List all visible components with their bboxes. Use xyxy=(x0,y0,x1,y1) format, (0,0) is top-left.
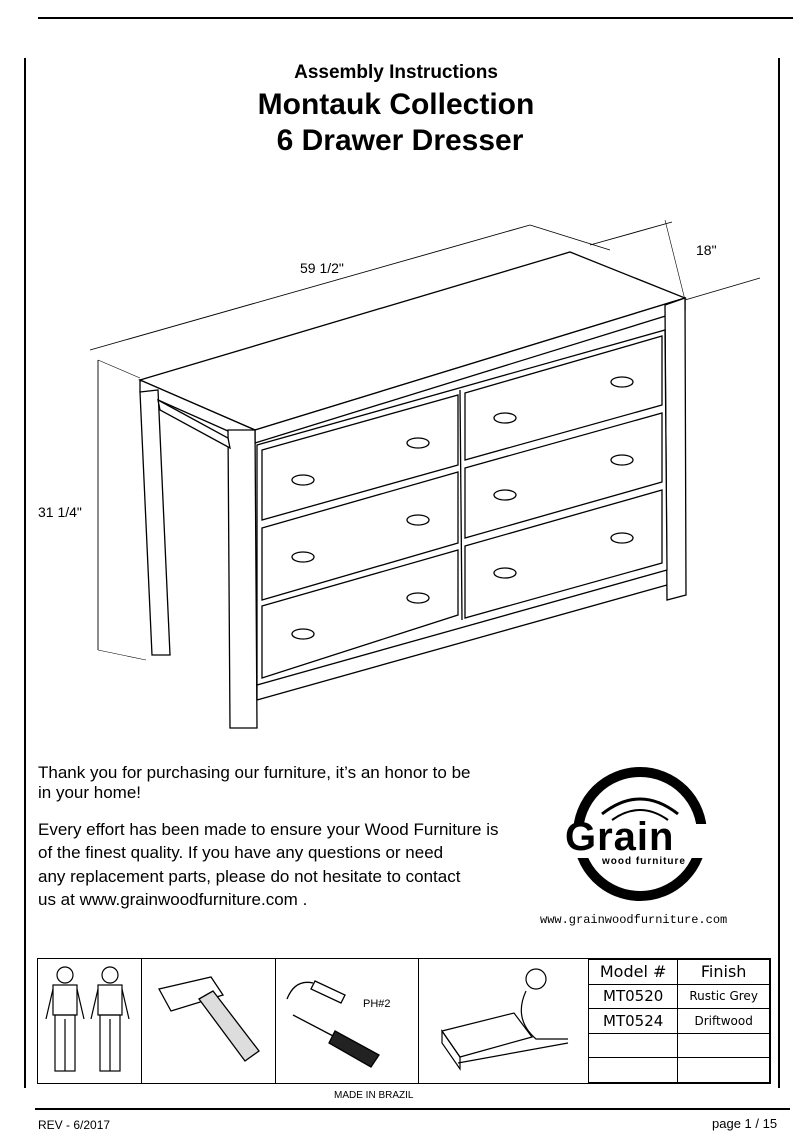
finish-header: Finish xyxy=(678,960,770,985)
page-number: page 1 / 15 xyxy=(712,1116,778,1131)
revision: REV - 6/2017 xyxy=(38,1118,111,1132)
page-title: Montauk Collection xyxy=(257,88,535,121)
empty-cell xyxy=(678,1033,770,1058)
model-cell: MT0524 xyxy=(589,1009,678,1034)
top-rule xyxy=(38,17,793,19)
made-in: MADE IN BRAZIL xyxy=(334,1090,414,1101)
finish-cell: Rustic Grey xyxy=(678,984,770,1009)
dresser-illustration xyxy=(80,210,780,740)
floor-assembly-icon xyxy=(418,959,588,1083)
hammer-icon xyxy=(141,959,275,1083)
effort-line-4: us at www.grainwoodfurniture.com . xyxy=(38,890,308,909)
screwdriver-label: PH#2 xyxy=(363,998,391,1010)
screwdriver-cell xyxy=(275,959,419,1083)
thanks-line-2: in your home! xyxy=(38,783,141,802)
finish-cell: Driftwood xyxy=(678,1009,770,1034)
effort-line-1: Every effort has been made to ensure your Wood Furniture is xyxy=(38,820,499,839)
left-rule xyxy=(24,58,26,1088)
empty-cell xyxy=(678,1058,770,1083)
website-link[interactable]: www.grainwoodfurniture.com xyxy=(540,913,728,927)
model-cell: MT0520 xyxy=(589,984,678,1009)
model-header: Model # xyxy=(589,960,678,985)
empty-cell xyxy=(589,1058,678,1083)
page-title-line2: 6 Drawer Dresser xyxy=(276,124,524,157)
brand-tagline: wood furniture xyxy=(602,856,686,867)
two-people-icon xyxy=(38,959,141,1083)
effort-line-2: of the finest quality. If you have any questions or need xyxy=(38,843,444,862)
bottom-rule xyxy=(35,1108,790,1110)
grain-logo xyxy=(560,762,720,912)
subtitle: Assembly Instructions xyxy=(294,62,498,83)
width-dimension: 59 1/2" xyxy=(300,260,344,276)
hammer-cell xyxy=(141,959,276,1083)
empty-cell xyxy=(589,1033,678,1058)
workers-cell xyxy=(38,959,142,1083)
height-dimension: 31 1/4" xyxy=(38,504,82,520)
screwdriver-icon xyxy=(275,959,418,1083)
brand-name: Grain xyxy=(565,815,675,859)
effort-line-3: any replacement parts, please do not hesitate to contact xyxy=(38,867,461,886)
thanks-line-1: Thank you for purchasing our furniture, it’s an honor to be xyxy=(38,763,471,782)
tools-table xyxy=(37,958,771,1084)
model-finish-table xyxy=(588,959,770,1083)
assembly-cell xyxy=(418,959,589,1083)
depth-dimension: 18" xyxy=(696,242,717,258)
